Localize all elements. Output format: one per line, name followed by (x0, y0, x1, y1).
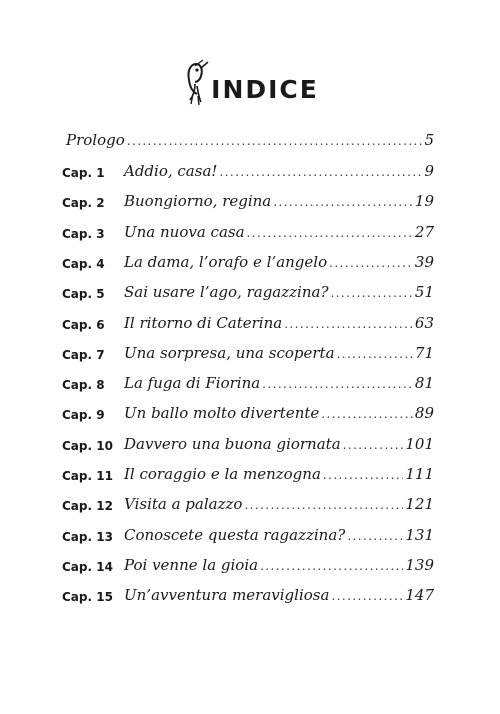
leader-dots (260, 559, 403, 573)
toc-row (0, 223, 500, 245)
toc-row (0, 314, 500, 336)
chapter-number: Cap. 2 (62, 196, 105, 211)
chapter-title: Un’avventura meravigliosa (124, 586, 330, 605)
chapter-title: La fuga di Fiorina (124, 374, 261, 393)
chapter-number: Cap. 13 (62, 529, 113, 544)
toc-row (0, 253, 500, 275)
chapter-number: Cap. 14 (62, 559, 113, 574)
chapter-title: Un ballo molto divertente (124, 404, 320, 423)
page-number: 19 (414, 192, 434, 211)
chapter-number: Cap. 1 (62, 166, 105, 180)
page-number: 63 (414, 313, 434, 332)
chapter-number: Cap. 7 (62, 347, 105, 362)
leader-dots (337, 347, 413, 361)
chapter-title: La dama, l’orafo e l’angelo (124, 252, 328, 271)
chapter-number: Cap. 12 (62, 499, 113, 514)
chapter-title: Una sorpresa, una scoperta (124, 343, 335, 362)
prologue-label: Prologo (66, 131, 125, 149)
page-number: 5 (424, 131, 434, 149)
page-number: 9 (424, 162, 434, 180)
chapter-title: Buongiorno, regina (124, 192, 272, 211)
leader-dots (331, 286, 413, 300)
page-number: 71 (414, 343, 434, 362)
toc-row (0, 162, 500, 184)
leader-dots (323, 468, 403, 482)
leader-dots (343, 438, 404, 452)
page-number: 121 (405, 495, 434, 514)
chapter-title: Davvero una buona giornata (124, 434, 341, 453)
toc-row (0, 586, 500, 608)
leader-dots (329, 256, 413, 270)
leader-dots (262, 377, 413, 391)
leader-dots (273, 195, 413, 209)
toc-row (0, 465, 500, 487)
toc-row (0, 374, 500, 396)
toc-row (0, 435, 500, 457)
page-number: 39 (414, 252, 434, 271)
toc-row (0, 344, 500, 366)
leader-dots (247, 226, 413, 240)
page-number: 111 (405, 465, 434, 483)
toc-row (0, 495, 500, 517)
toc-row-prologue (0, 131, 500, 153)
page-number: 27 (414, 222, 434, 241)
toc-row (0, 192, 500, 214)
chapter-title: Poi venne la gioia (124, 555, 259, 574)
leader-dots (321, 407, 413, 421)
chapter-number: Cap. 4 (62, 256, 105, 271)
page-number: 139 (405, 555, 434, 574)
chapter-title: Il coraggio e la menzogna (124, 465, 321, 483)
leader-dots (127, 134, 423, 148)
chapter-number: Cap. 9 (62, 408, 105, 423)
title-text: INDICE (211, 74, 319, 104)
chapter-number: Cap. 10 (62, 438, 113, 453)
leader-dots (347, 529, 403, 543)
page-number: 81 (414, 374, 434, 393)
toc-row (0, 283, 500, 305)
chapter-number: Cap. 3 (62, 226, 105, 241)
chapter-title: Sai usare l’ago, ragazzina? (124, 283, 329, 302)
chapter-title: Conoscete questa ragazzina? (124, 525, 346, 544)
chapter-number: Cap. 8 (62, 378, 105, 393)
page-number: 101 (405, 434, 434, 453)
chapter-title: Il ritorno di Caterina (124, 313, 283, 332)
chapter-title: Addio, casa! (124, 162, 218, 180)
chapter-title: Visita a palazzo (124, 495, 243, 514)
chapter-number: Cap. 15 (62, 590, 113, 605)
leader-dots (219, 165, 422, 179)
chapter-number: Cap. 6 (62, 317, 105, 332)
leader-dots (284, 317, 413, 331)
leader-dots (244, 498, 403, 512)
toc-row (0, 404, 500, 426)
leader-dots (331, 589, 403, 603)
chapter-number: Cap. 11 (62, 469, 113, 483)
page-number: 147 (405, 586, 434, 605)
chapter-number: Cap. 5 (62, 287, 105, 302)
page-number: 51 (414, 283, 434, 302)
page-number: 131 (405, 525, 434, 544)
toc-row (0, 556, 500, 578)
toc-row (0, 526, 500, 548)
chapter-title: Una nuova casa (124, 222, 245, 241)
page-number: 89 (414, 404, 434, 423)
